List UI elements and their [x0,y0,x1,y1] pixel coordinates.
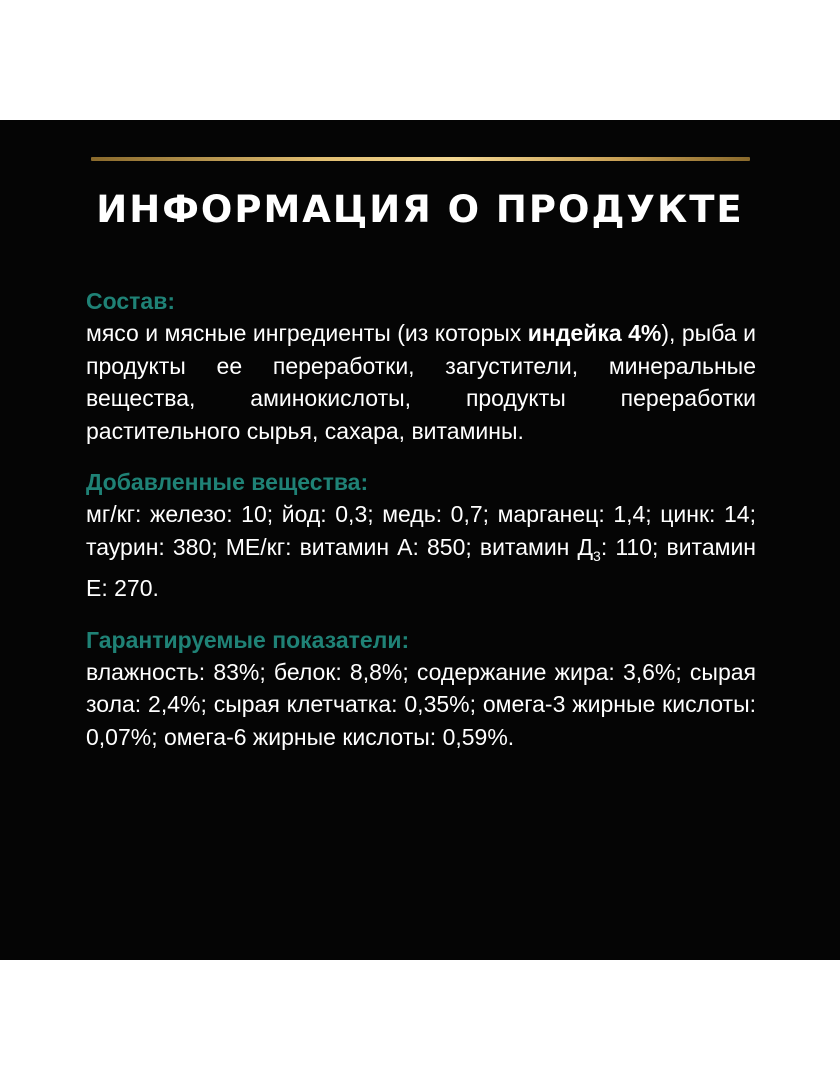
composition-text [86,317,756,447]
additives-text-end: : 110; витамин Е: 270. [86,533,756,601]
composition-text-start: мясо и мясные ингредиенты (из которых [86,320,528,346]
composition-heading: Состав: [86,288,176,314]
additives-text [86,498,756,605]
additives-text-start: мг/кг: железо: 10; йод: 0,3; медь: 0,7; марганец: 1,4; цинк: 14; таурин: 380; МЕ/кг: витамин А: 850; витамин Д [86,501,756,560]
guaranteed-text: влажность: 83%; белок: 8,8%; содержание жира: 3,6%; сырая зола: 2,4%; сырая клетчатка: 0,35%; омега-3 жирные кислоты: 0,07%; омега-6 жирные кислоты: 0,59%. [86,658,756,750]
vitamin-d-subscript: 3 [593,547,601,564]
gold-divider [91,157,750,161]
guaranteed-heading: Гарантируемые показатели: [86,626,410,653]
product-info-panel [0,120,840,960]
additives-section [86,467,756,605]
composition-section [86,286,756,447]
product-info-content [86,286,756,773]
page-title: ИНФОРМАЦИЯ О ПРОДУКТЕ [96,188,744,231]
composition-highlight: индейка 4% [527,320,662,346]
guaranteed-section [86,625,756,754]
additives-heading: Добавленные вещества: [86,469,369,495]
composition-text-end: ), рыба и продукты ее переработки, загустители, минеральные вещества, аминокислоты, продукты переработки растительного сырья, сахара, витамины. [86,320,756,444]
